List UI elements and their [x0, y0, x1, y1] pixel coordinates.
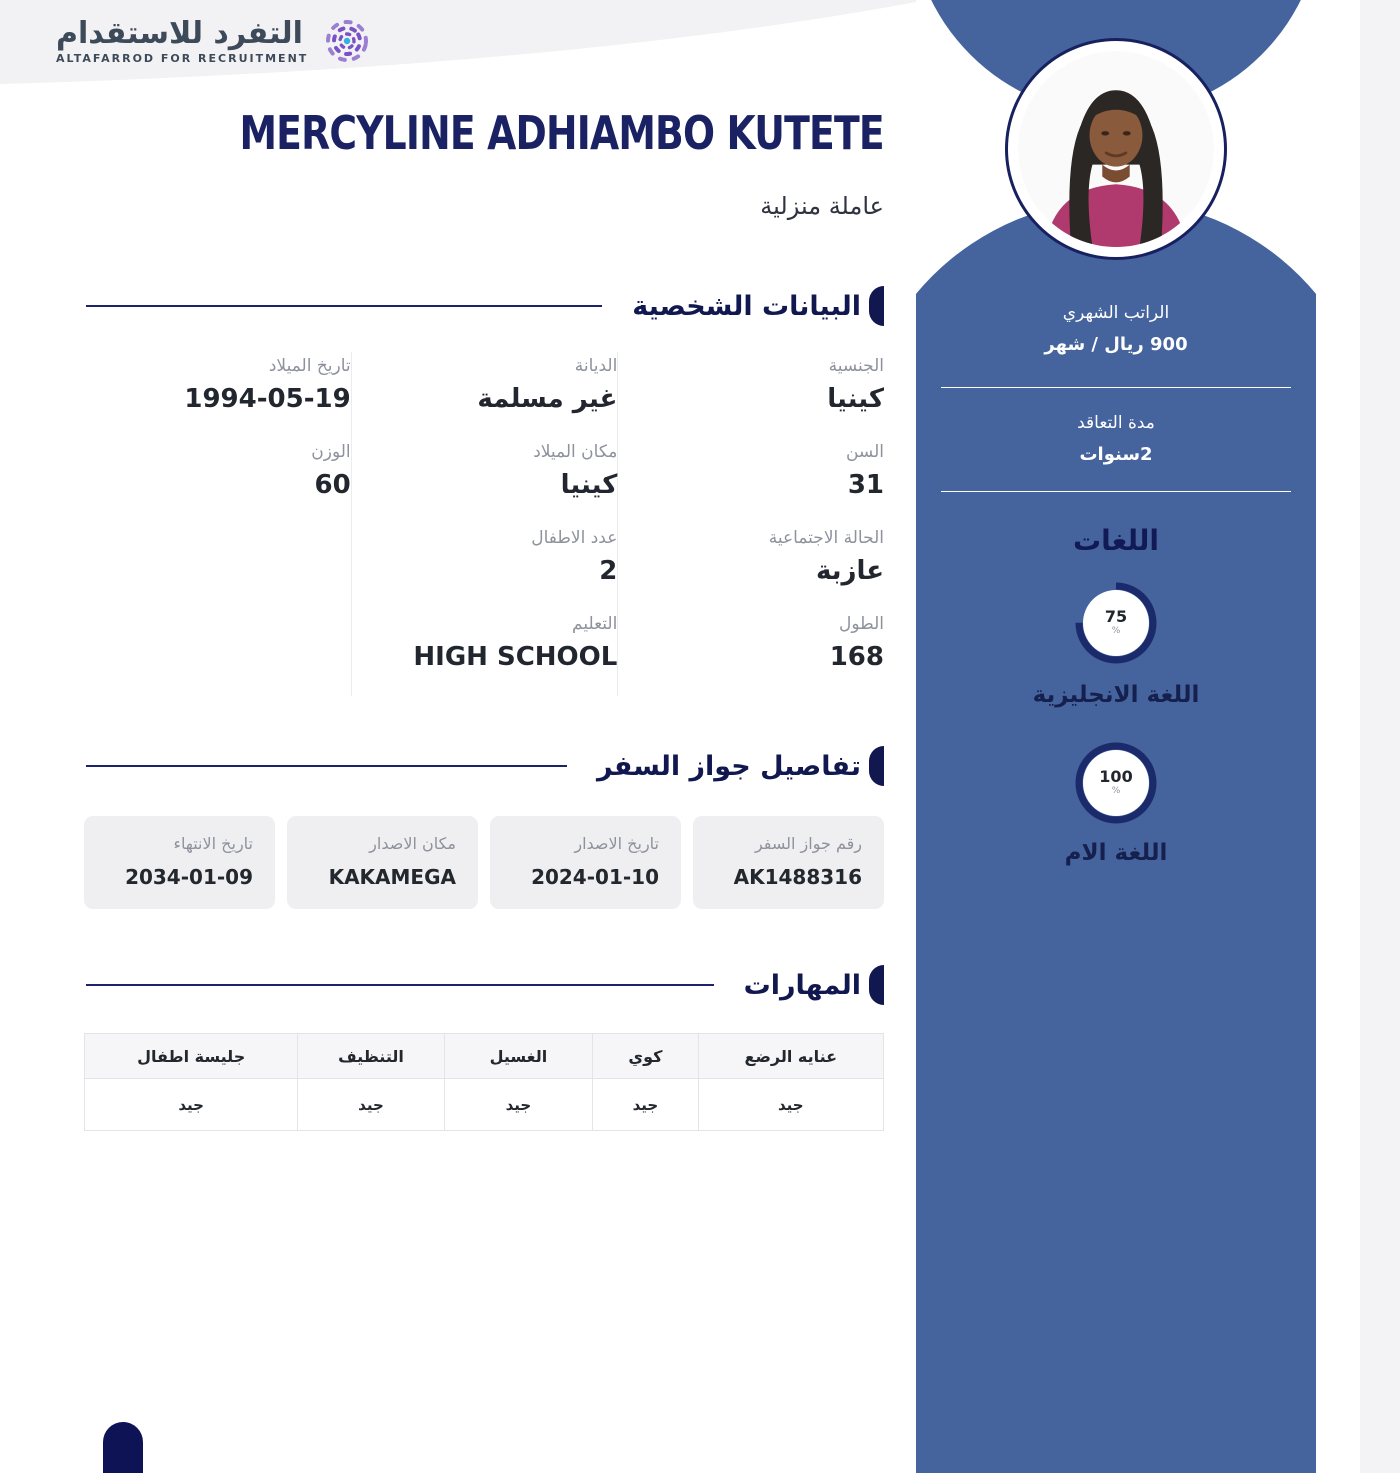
skill-rating: جيد	[444, 1079, 593, 1131]
percent-sign: %	[1111, 785, 1121, 796]
passport-cards	[84, 816, 884, 909]
field-empty	[84, 610, 351, 696]
profile-sidebar	[916, 0, 1316, 1473]
contract-duration-value: 2سنوات	[1079, 444, 1153, 465]
field-birth-date: تاريخ الميلاد 1994-05-19	[184, 356, 351, 414]
languages-section-title: اللغات	[1073, 524, 1159, 557]
field-height: الطول 168	[617, 610, 884, 696]
section-divider-line	[86, 305, 602, 308]
agency-logo	[56, 12, 374, 70]
agency-logo-arabic: التفرد للاستقدام	[56, 16, 303, 51]
skills-table	[84, 1033, 884, 1131]
skills-section-title: المهارات	[743, 969, 861, 1001]
skill-column-cleaning: التنظيف	[298, 1034, 444, 1079]
passport-issue-date-card: تاريخ الاصدار 2024-01-10	[490, 816, 681, 909]
sidebar-divider	[941, 491, 1291, 492]
section-divider-line	[86, 984, 714, 987]
contract-duration-label: مدة التعاقد	[1077, 413, 1155, 433]
candidate-avatar	[1018, 51, 1214, 247]
footer-pill-decoration	[103, 1422, 143, 1473]
skill-column-ironing: كوي	[593, 1034, 698, 1079]
english-language-label: اللغة الانجليزية	[1032, 682, 1200, 708]
right-gray-strip	[1360, 0, 1400, 1473]
percent-sign: %	[1111, 625, 1121, 636]
english-progress-ring	[1073, 580, 1159, 666]
personal-data-grid	[84, 352, 884, 696]
passport-number-card: رقم جواز السفر AK1488316	[693, 816, 884, 909]
section-divider-line	[86, 765, 567, 768]
personal-data-section-header	[84, 286, 884, 326]
skill-rating: جيد	[698, 1079, 883, 1131]
skill-rating: جيد	[298, 1079, 444, 1131]
salary-value: 900 ريال / شهر	[1044, 334, 1188, 355]
field-nationality: الجنسية كينيا	[617, 352, 884, 438]
agency-logo-spiral-icon	[320, 12, 374, 70]
section-bullet-icon	[869, 286, 884, 326]
skill-rating: جيد	[85, 1079, 298, 1131]
skills-values-row	[85, 1079, 884, 1131]
field-education: التعليم HIGH SCHOOL	[351, 610, 618, 696]
skill-column-infant-care: عنايه الرضع	[698, 1034, 883, 1079]
agency-logo-english: ALTAFARROD FOR RECRUITMENT	[56, 52, 309, 65]
mother-tongue-percent-value: 100	[1099, 766, 1133, 786]
sidebar-divider	[941, 387, 1291, 388]
field-weight: الوزن 60	[311, 442, 351, 500]
passport-section-title: تفاصيل جواز السفر	[596, 750, 861, 782]
field-children-count: عدد الاطفال 2	[351, 524, 618, 610]
skill-rating: جيد	[593, 1079, 698, 1131]
field-age: السن 31	[617, 438, 884, 524]
field-religion: الديانة غير مسلمة	[351, 352, 618, 438]
mother-tongue-label: اللغة الام	[1064, 840, 1168, 866]
section-bullet-icon	[869, 965, 884, 1005]
candidate-job-title: عاملة منزلية	[760, 192, 884, 220]
passport-issue-place-card: مكان الاصدار KAKAMEGA	[287, 816, 478, 909]
passport-expiry-date-card: تاريخ الانتهاء 2034-01-09	[84, 816, 275, 909]
field-marital-status: الحالة الاجتماعية عازبة	[617, 524, 884, 610]
skill-column-babysitting: جليسة اطفال	[85, 1034, 298, 1079]
personal-data-section-title: البيانات الشخصية	[632, 290, 861, 322]
passport-section-header	[84, 746, 884, 786]
skills-header-row	[85, 1034, 884, 1079]
english-percent-value: 75	[1104, 606, 1128, 626]
right-white-gutter	[1316, 0, 1360, 1473]
mother-tongue-progress-ring	[1073, 740, 1159, 826]
section-bullet-icon	[869, 746, 884, 786]
field-empty	[84, 524, 351, 610]
candidate-photo	[1005, 38, 1227, 260]
salary-label: الراتب الشهري	[1062, 303, 1170, 323]
field-birth-place: مكان الميلاد كينيا	[351, 438, 618, 524]
skills-section-header	[84, 965, 884, 1005]
candidate-name: MERCYLINE ADHIAMBO KUTETE	[239, 106, 884, 160]
skill-column-washing: الغسيل	[444, 1034, 593, 1079]
